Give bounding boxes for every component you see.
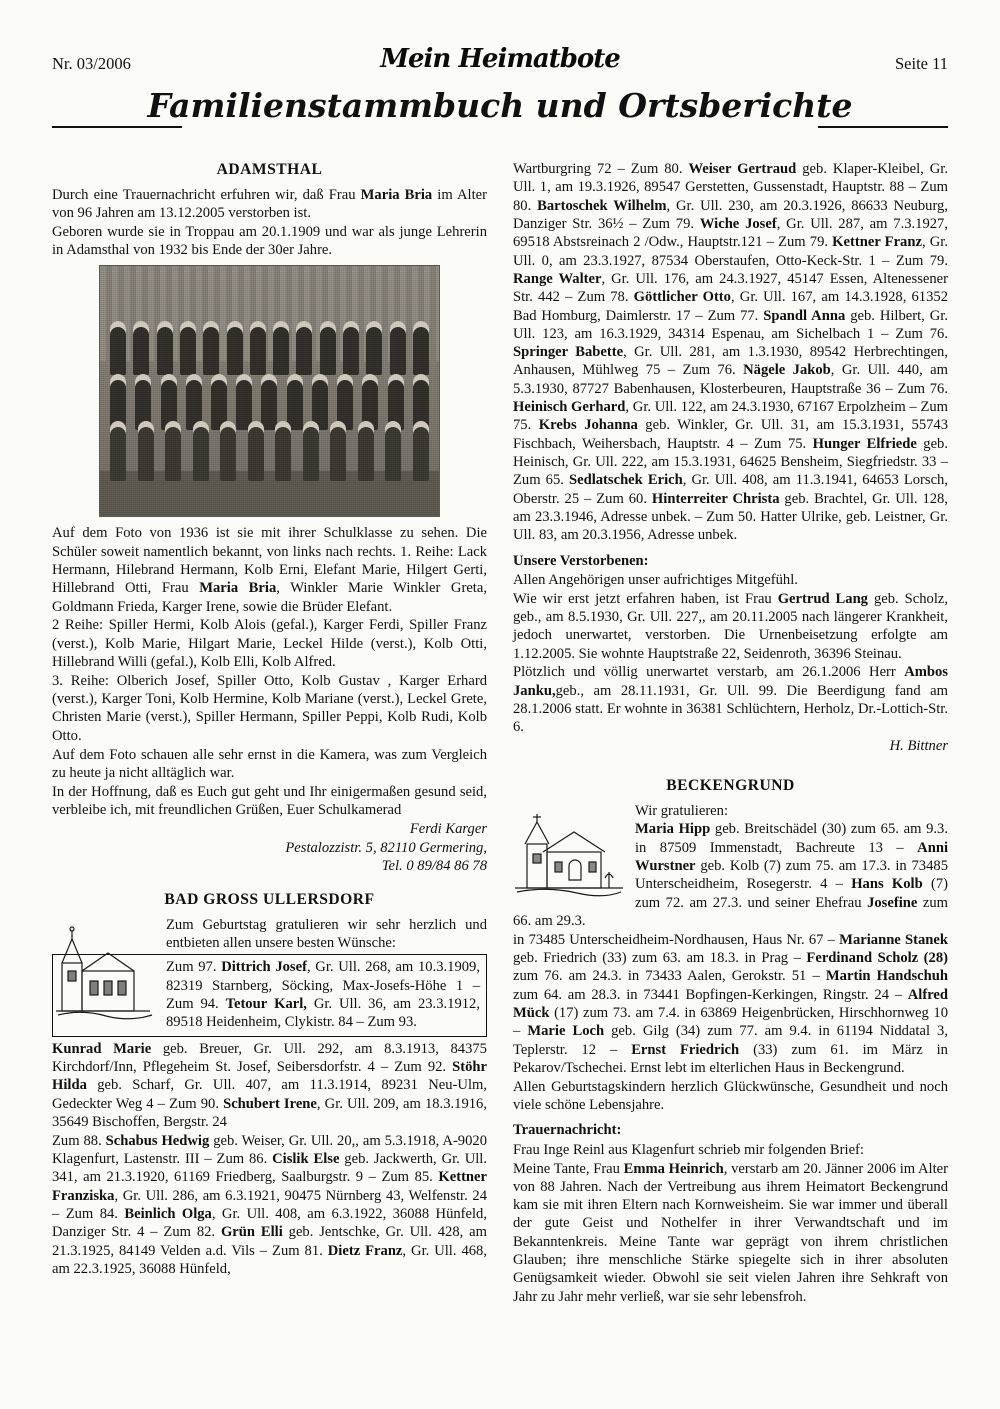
heading-beckengrund: BECKENGRUND [666, 777, 795, 794]
ullersdorf-list-1: Kunrad Marie geb. Breuer, Gr. Ull. 292, am 8.3.1913, 84375 Kirchdorf/Inn, Pflegeheim St. Josef, Seibersdorfstr. 4 – Zum 92. Stöhr Hilda geb. Scharf, Gr. Ull. 407, am 11.3.1914, 89231 Neu-Ulm, Gedeckter Weg 4 – Zum 90. Schubert Irene, Gr. Ull. 209, am 18.3.1916, 35649 Bischoffen, Bergstr. 24 [52, 1040, 487, 1130]
adamsthal-signature-name: Ferdi Karger [409, 820, 487, 837]
banner-rule-right [818, 126, 948, 128]
beckengrund-intro: Wir gratulieren: [635, 802, 729, 819]
photo-grain [100, 266, 439, 516]
heading-verstorbene: Unsere Verstorbenen: [513, 552, 649, 569]
beckengrund-list-1: Maria Hipp geb. Breitschädel (30) zum 65. am 9.3. in 87509 Immenstadt, Bachreute 13 – Anni Wurstner geb. Kolb (7) zum 75. am 17.3. in 73485 Unterscheidheim, Rosegerstr. 4 – Hans Kolb (7) zum 72. am 27.3. und seiner Ehefrau Josefine zum 66. am 29.3. [513, 821, 949, 929]
ullersdorf-boxed-list: Zum 97. Dittrich Josef, Gr. Ull. 268, am 10.3.1909, 82319 Starnberg, Söcking, Max-Josefs-Höhe 1 – Zum 94. Tetour Karl, Gr. Ull. 36, am 23.3.1912, 89518 Heidenheim, Clykistr. 84 – Zum 93. [52, 954, 487, 1036]
beckengrund-list-2: in 73485 Unterscheidheim-Nordhausen, Haus Nr. 67 – Marianne Stanek geb. Friedrich (33) zum 63. am 18.3. in Prag – Ferdinand Scholz (28) zum 76. am 24.3. in 73433 Aalen, Gerokstr. 51 – Martin Handschuh zum 64. am 28.3. in 73441 Bopfingen-Kerkingen, Ringstr. 24 – Alfred Mück (17) zum 73. am 7.4. in 63869 Heigenbrücken, Hirschhornweg 10 – Marie Loch geb. Gilg (34) zum 77. am 9.4. in 61194 Niddatal 3, Teplerstr. 12 – Ernst Friedrich (33) zum 61. im März in Pekarov/Tschechei. Ernst lebt im elterlichen Haus in Beckengrund. [513, 931, 949, 1076]
left-column [52, 160, 487, 1383]
church-illustration [52, 919, 157, 1027]
verstorbene-paragraph-1: Allen Angehörigen unser aufrichtiges Mitgefühl. [513, 571, 798, 588]
adamsthal-signature-address: Pestalozzistr. 5, 82110 Germering, [285, 839, 487, 856]
heading-bad-gross-ullersdorf: BAD GROSS ULLERSDORF [164, 891, 375, 909]
ullersdorf-list-continued: Wartburgring 72 – Zum 80. Weiser Gertraud geb. Klaper-Kleibel, Gr. Ull. 1, am 19.3.1926, 89547 Gerstetten, Gussenstadt, Hauptstr. 88 – Zum 80. Bartoschek Wilhelm, Gr. Ull. 230, am 20.3.1926, 86633 Neuburg, Danziger Str. 36½ – Zum 79. Wiche Josef, Gr. Ull. 287, am 7.3.1927, 69518 Abstsreinach 2 /Odw., Hauptstr.121 – Zum 79. Kettner Franz, Gr. Ull. 0, am 23.3.1927, 87534 Oberstaufen, Otto-Keck-Str. 1 – Zum 79. Range Walter, Gr. Ull. 176, am 24.3.1927, 45147 Essen, Altenessener Str. 442 – Zum 78. Göttlicher Otto, Gr. Ull. 167, am 14.3.1928, 61352 Bad Homburg, Daimlerstr. 17 – Zum 77. Spandl Anna geb. Hilbert, Gr. Ull. 123, am 16.3.1929, 34314 Espenau, am Sichelbach 1 – Zum 76. Springer Babette, Gr. Ull. 281, am 1.3.1930, 89542 Herbrechtingen, Anhausen, Mühlweg 75 – Zum 76. Nägele Jakob, Gr. Ull. 440, am 5.3.1930, 87727 Babenhausen, Klosterbeuren, Hauptstraße 36 – Zum 76. Heinisch Gerhard, Gr. Ull. 122, am 24.3.1930, 67167 Erpolzheim – Zum 75. Krebs Johanna geb. Winkler, Gr. Ull. 31, am 15.3.1931, 55743 Fischbach, Weihersbach, Hauptstr. 4 – Zum 75. Hunger Elfriede geb. Heinisch, Gr. Ull. 222, am 15.3.1931, 64625 Bensheim, Siegfriedstr. 33 – Zum 65. Sedlatschek Erich, Gr. Ull. 408, am 11.3.1941, 64653 Lorsch, Oberstr. 25 – Zum 60. Hinterreiter Christa geb. Brachtel, Gr. Ull. 128, am 23.3.1946, Adresse unbek. – Zum 50. Hatter Ulrike, geb. Leistner, Gr. Ull. 83, am 20.3.1956, Adresse unbek. [513, 161, 949, 544]
verstorbene-paragraph-3: Plötzlich und völlig unerwartet verstarb, am 26.1.2006 Herr Ambos Janku,geb., am 28.11.1931, Gr. Ull. 99. Die Beerdigung fand am 28.1.2006 statt. Er wohnte in 36381 Schlüchtern, Herholz, Dr.-Lottich-Str. 6. [513, 664, 948, 736]
right-column [513, 160, 948, 1383]
section-banner [52, 86, 948, 144]
masthead-title: Mein Heimatbote [380, 44, 620, 74]
page-header [52, 44, 948, 78]
two-column-layout [52, 160, 948, 1383]
adamsthal-paragraph-6: Auf dem Foto schauen alle sehr ernst in die Kamera, was zum Vergleich zu heute ja nicht alltäglich war. [52, 746, 487, 781]
banner-rule-left [52, 126, 182, 128]
trauernachricht-paragraph-2: Meine Tante, Frau Emma Heinrich, verstarb am 20. Jänner 2006 im Alter von 88 Jahren. Nach der Vertreibung aus ihrem Heimatort Beckengrund kam sie mit ihren Eltern nach Kornweisheim. Sie war immer und überall der gute Geist und Nothelfer in ihrer Verwandtschaft und im Bekanntenkreis. Meine Tante war geprägt von ihrem christlichen Glauben; ihre menschliche Stärke spiegelte sich in ihrer absoluten Genügsamkeit wieder. Obwohl sie seit vielen Jahren ihre Sehkraft von Jahr zu Jahr mehr verließ, war sie sehr lebensfroh. [513, 1160, 948, 1305]
trauernachricht-paragraph-1: Frau Inge Reinl aus Klagenfurt schrieb mir folgenden Brief: [513, 1141, 864, 1158]
beckengrund-closing: Allen Geburtstagskindern herzlich Glückwünsche, Gesundheit und noch viele schöne Lebensjahre. [513, 1078, 948, 1114]
ullersdorf-intro: Zum Geburtstag gratulieren wir sehr herzlich und entbieten allen unsere besten Wünsche: [166, 916, 487, 952]
verstorbene-paragraph-2: Wie wir erst jetzt erfahren haben, ist Frau Gertrud Lang geb. Scholz, geb., am 8.5.1930, Gr. Ull. 227,, am 20.11.2005 nach längerer Krankheit, jedoch unerwartet, verstorben. Die Urnenbeisetzung erfolgte am 1.12.2005. Sie wohnte Hauptstraße 22, Seidenroth, 36396 Steinau. [513, 590, 948, 662]
banner-title: Familienstammbuch und Ortsberichte [147, 86, 853, 125]
ullersdorf-list-2: Zum 88. Schabus Hedwig geb. Weiser, Gr. Ull. 20,, am 5.3.1918, A-9020 Klagenfurt, Lastenstr. III – Zum 86. Cislik Else geb. Jackwerth, Gr. Ull. 341, am 21.3.1920, 61169 Friedberg, Saalburgstr. 9 – Zum 85. Kettner Franziska, Gr. Ull. 286, am 6.3.1921, 90475 Nürnberg 43, Welfenstr. 24 – Zum 84. Beinlich Olga, Gr. Ull. 408, am 6.3.1922, 36088 Hünfeld, Danziger Str. 4 – Zum 82. Grün Elli geb. Jentschke, Gr. Ull. 428, am 21.3.1925, 84149 Velden a.d. Vils – Zum 81. Dietz Franz, Gr. Ull. 468, am 22.3.1925, 36088 Hünfeld, [52, 1132, 488, 1277]
verstorbene-signature: H. Bittner [889, 738, 948, 755]
adamsthal-paragraph-5: 3. Reihe: Olberich Josef, Spiller Otto, Kolb Gustav , Karger Erhard (verst.), Karger Toni, Kolb Hermine, Kolb Mariane (verst.), Leckel Grete, Christen Marie (verst.), Spiller Hermann, Spiller Peppi, Kolb Rudi, Kolb Otto. [52, 672, 487, 744]
adamsthal-paragraph-3: Auf dem Foto von 1936 ist sie mit ihrer Schulklasse zu sehen. Die Schüler soweit namentlich bekannt, von links nach rechts. 1. Reihe: Lack Hermann, Hilebrand Hermann, Kolb Erni, Elefant Marie, Hilgert Gerti, Hillebrand Otti, Frau Maria Bria, Winkler Marie Winkler Greta, Goldmann Frieda, Karger Irene, sowie die Brüder Elefant. [52, 525, 487, 615]
adamsthal-paragraph-7: In der Hoffnung, daß es Euch gut geht und Ihr einigermaßen gesund seid, verbleibe ich, mit freundlichen Grüßen, Euer Schulkamerad [52, 783, 487, 818]
page-number: Seite 11 [894, 54, 948, 73]
adamsthal-paragraph-1: Durch eine Trauernachricht erfuhren wir, daß Frau Maria Bria im Alter von 96 Jahren am 13.12.2005 verstorben ist. [52, 186, 487, 221]
chapel-illustration [513, 804, 625, 904]
heading-trauernachricht: Trauernachricht: [513, 1122, 622, 1139]
adamsthal-paragraph-2: Geboren wurde sie in Troppau am 20.1.1909 und war als junge Lehrerin in Adamsthal von 1932 bis Ende der 30er Jahre. [52, 223, 487, 258]
school-class-photo [99, 265, 440, 517]
issue-number: Nr. 03/2006 [52, 54, 131, 73]
heading-adamsthal: ADAMSTHAL [216, 161, 323, 178]
adamsthal-paragraph-4: 2 Reihe: Spiller Hermi, Kolb Alois (gefal.), Karger Ferdi, Spiller Franz (verst.), Kolb Marie, Hilgart Marie, Leckel Hilde (verst.), Kolb Otti, Hillebrand Willi (gefal.), Kolb Elli, Kolb Alfred. [52, 617, 487, 670]
adamsthal-signature-phone: Tel. 0 89/84 86 78 [381, 858, 487, 875]
